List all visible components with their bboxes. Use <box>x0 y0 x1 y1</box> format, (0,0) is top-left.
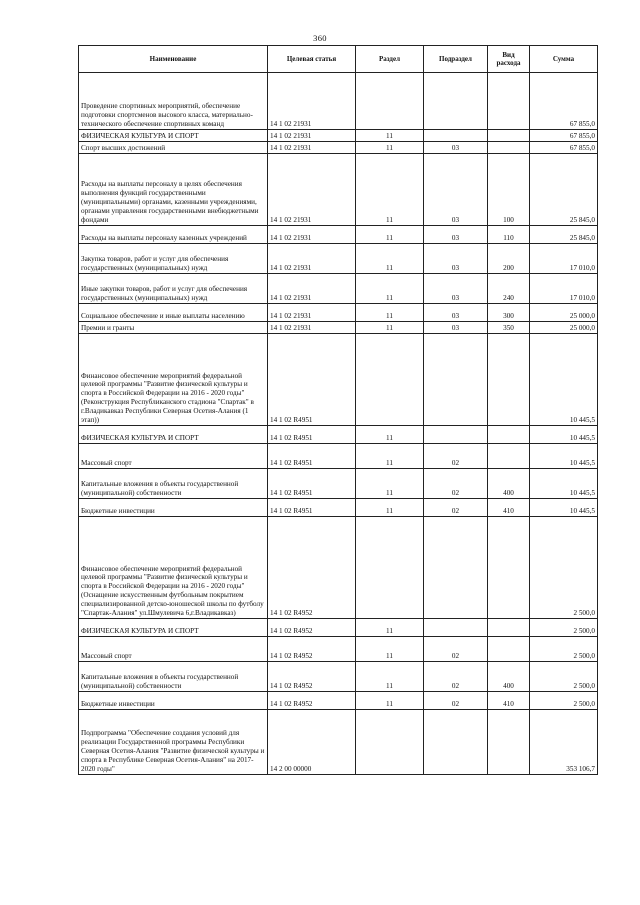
cell-name: Финансовое обеспечение мероприятий федеральной целевой программы "Развитие физической культуры и спорта в Российской Федерации на 2016 - 2020 годы" (Оснащение искусственным футбольным покрытием специализированной детско-юношеской школы по футболу "Спартак-Алания" ул.Шмулевича 6,г.Владикавказ) <box>79 517 268 619</box>
cell-target-article: 14 1 02 R4952 <box>268 517 356 619</box>
cell-subsection: 03 <box>424 274 488 304</box>
cell-sum: 17 010,0 <box>530 244 598 274</box>
cell-subsection: 03 <box>424 226 488 244</box>
page-number: 360 <box>313 33 327 43</box>
header-subsection: Подраздел <box>424 46 488 73</box>
cell-name: ФИЗИЧЕСКАЯ КУЛЬТУРА И СПОРТ <box>79 130 268 142</box>
cell-sum: 2 500,0 <box>530 619 598 637</box>
table-row <box>79 662 598 692</box>
cell-sum: 2 500,0 <box>530 662 598 692</box>
cell-expense-type: 350 <box>488 322 530 334</box>
cell-subsection: 03 <box>424 154 488 226</box>
cell-target-article: 14 1 02 21931 <box>268 322 356 334</box>
cell-name: Социальное обеспечение и иные выплаты населению <box>79 304 268 322</box>
cell-target-article: 14 1 02 R4952 <box>268 662 356 692</box>
budget-table <box>78 45 598 775</box>
cell-target-article: 14 1 02 21931 <box>268 274 356 304</box>
cell-subsection <box>424 334 488 426</box>
table-row <box>79 274 598 304</box>
cell-sum: 25 845,0 <box>530 226 598 244</box>
cell-target-article: 14 1 02 21931 <box>268 244 356 274</box>
cell-name: Бюджетные инвестиции <box>79 499 268 517</box>
cell-target-article: 14 1 02 21931 <box>268 142 356 154</box>
cell-expense-type: 240 <box>488 274 530 304</box>
table-row <box>79 619 598 637</box>
cell-subsection <box>424 73 488 130</box>
cell-subsection <box>424 517 488 619</box>
cell-expense-type <box>488 619 530 637</box>
cell-sum: 10 445,5 <box>530 499 598 517</box>
cell-section: 11 <box>356 444 424 469</box>
cell-target-article: 14 2 00 00000 <box>268 710 356 775</box>
cell-subsection: 03 <box>424 304 488 322</box>
cell-subsection: 02 <box>424 637 488 662</box>
cell-section: 11 <box>356 244 424 274</box>
cell-sum: 10 445,5 <box>530 334 598 426</box>
cell-sum: 2 500,0 <box>530 637 598 662</box>
cell-name: Массовый спорт <box>79 444 268 469</box>
table-row <box>79 322 598 334</box>
cell-subsection: 03 <box>424 322 488 334</box>
cell-expense-type <box>488 130 530 142</box>
cell-expense-type: 400 <box>488 469 530 499</box>
cell-expense-type: 410 <box>488 499 530 517</box>
table-row <box>79 517 598 619</box>
cell-subsection: 02 <box>424 469 488 499</box>
cell-target-article: 14 1 02 R4951 <box>268 334 356 426</box>
table-row <box>79 73 598 130</box>
table-row <box>79 499 598 517</box>
cell-sum: 25 000,0 <box>530 304 598 322</box>
cell-section: 11 <box>356 499 424 517</box>
cell-expense-type <box>488 73 530 130</box>
cell-expense-type <box>488 334 530 426</box>
cell-target-article: 14 1 02 R4952 <box>268 637 356 662</box>
cell-name: Спорт высших достижений <box>79 142 268 154</box>
cell-section: 11 <box>356 619 424 637</box>
cell-sum: 25 845,0 <box>530 154 598 226</box>
cell-section: 11 <box>356 662 424 692</box>
cell-name: Иные закупки товаров, работ и услуг для обеспечения государственных (муниципальных) нужд <box>79 274 268 304</box>
table-row <box>79 154 598 226</box>
cell-target-article: 14 1 02 21931 <box>268 154 356 226</box>
cell-sum: 67 855,0 <box>530 130 598 142</box>
cell-target-article: 14 1 02 R4951 <box>268 499 356 517</box>
cell-sum: 25 000,0 <box>530 322 598 334</box>
cell-sum: 10 445,5 <box>530 426 598 444</box>
cell-target-article: 14 1 02 21931 <box>268 130 356 142</box>
cell-target-article: 14 1 02 R4952 <box>268 692 356 710</box>
cell-subsection <box>424 426 488 444</box>
cell-section: 11 <box>356 322 424 334</box>
cell-subsection: 02 <box>424 692 488 710</box>
cell-section: 11 <box>356 469 424 499</box>
cell-sum: 67 855,0 <box>530 142 598 154</box>
cell-name: Массовый спорт <box>79 637 268 662</box>
header-sum: Сумма <box>530 46 598 73</box>
cell-section <box>356 73 424 130</box>
cell-name: Премии и гранты <box>79 322 268 334</box>
cell-name: Подпрограмма "Обеспечение создания условий для реализации Государственной программы Республики Северная Осетия-Алания "Развитие физической культуры и спорта в Республике Северная Осетия-Алания" на 2017-2020 годы" <box>79 710 268 775</box>
table-header-row <box>79 46 598 73</box>
cell-subsection: 03 <box>424 244 488 274</box>
cell-name: Закупка товаров, работ и услуг для обеспечения государственных (муниципальных) нужд <box>79 244 268 274</box>
cell-section: 11 <box>356 692 424 710</box>
cell-expense-type: 300 <box>488 304 530 322</box>
cell-name: Расходы на выплаты персоналу в целях обеспечения выполнения функций государственными (муниципальными) органами, казенными учреждениями, органами управления государственными внебюджетными фондами <box>79 154 268 226</box>
cell-section: 11 <box>356 142 424 154</box>
table-row <box>79 426 598 444</box>
cell-sum: 353 106,7 <box>530 710 598 775</box>
cell-section: 11 <box>356 130 424 142</box>
cell-subsection: 02 <box>424 499 488 517</box>
table-row <box>79 710 598 775</box>
cell-name: Финансовое обеспечение мероприятий федеральной целевой программы "Развитие физической культуры и спорта в Российской Федерации на 2016 - 2020 годы" (Реконструкция Республиканского стадиона "Спартак" в г.Владикавказ Республики Северная Осетия-Алания (1 этап)) <box>79 334 268 426</box>
cell-name: ФИЗИЧЕСКАЯ КУЛЬТУРА И СПОРТ <box>79 619 268 637</box>
cell-name: Капитальные вложения в объекты государственной (муниципальной) собственности <box>79 469 268 499</box>
table-row <box>79 142 598 154</box>
table-row <box>79 334 598 426</box>
cell-expense-type: 400 <box>488 662 530 692</box>
cell-section: 11 <box>356 304 424 322</box>
cell-target-article: 14 1 02 R4951 <box>268 444 356 469</box>
cell-target-article: 14 1 02 21931 <box>268 73 356 130</box>
cell-sum: 2 500,0 <box>530 517 598 619</box>
cell-name: Капитальные вложения в объекты государственной (муниципальной) собственности <box>79 662 268 692</box>
header-expense-type: Вид расхода <box>488 46 530 73</box>
cell-target-article: 14 1 02 R4951 <box>268 469 356 499</box>
header-target-article: Целевая статья <box>268 46 356 73</box>
cell-expense-type <box>488 517 530 619</box>
cell-subsection: 02 <box>424 662 488 692</box>
table-row <box>79 304 598 322</box>
cell-expense-type <box>488 426 530 444</box>
table-row <box>79 637 598 662</box>
cell-expense-type <box>488 142 530 154</box>
cell-sum: 67 855,0 <box>530 73 598 130</box>
cell-target-article: 14 1 02 R4951 <box>268 426 356 444</box>
table-body <box>79 73 598 775</box>
cell-expense-type: 410 <box>488 692 530 710</box>
cell-expense-type: 200 <box>488 244 530 274</box>
cell-target-article: 14 1 02 R4952 <box>268 619 356 637</box>
cell-section <box>356 334 424 426</box>
cell-subsection <box>424 619 488 637</box>
cell-sum: 17 010,0 <box>530 274 598 304</box>
cell-expense-type <box>488 444 530 469</box>
table-row <box>79 444 598 469</box>
header-name: Наименование <box>79 46 268 73</box>
cell-section: 11 <box>356 637 424 662</box>
cell-section: 11 <box>356 426 424 444</box>
cell-name: Расходы на выплаты персоналу казенных учреждений <box>79 226 268 244</box>
table-row <box>79 692 598 710</box>
cell-section: 11 <box>356 226 424 244</box>
table-row <box>79 130 598 142</box>
cell-name: ФИЗИЧЕСКАЯ КУЛЬТУРА И СПОРТ <box>79 426 268 444</box>
cell-section: 11 <box>356 274 424 304</box>
cell-sum: 10 445,5 <box>530 444 598 469</box>
cell-name: Бюджетные инвестиции <box>79 692 268 710</box>
cell-target-article: 14 1 02 21931 <box>268 226 356 244</box>
cell-section <box>356 710 424 775</box>
cell-name: Проведение спортивных мероприятий, обеспечение подготовки спортсменов высокого класса, материально-технического обеспечение спортивных команд <box>79 73 268 130</box>
cell-target-article: 14 1 02 21931 <box>268 304 356 322</box>
cell-expense-type: 100 <box>488 154 530 226</box>
table-row <box>79 469 598 499</box>
table-row <box>79 244 598 274</box>
table-row <box>79 226 598 244</box>
cell-sum: 10 445,5 <box>530 469 598 499</box>
cell-subsection: 03 <box>424 142 488 154</box>
header-section: Раздел <box>356 46 424 73</box>
cell-subsection <box>424 710 488 775</box>
cell-subsection <box>424 130 488 142</box>
cell-sum: 2 500,0 <box>530 692 598 710</box>
cell-subsection: 02 <box>424 444 488 469</box>
cell-expense-type: 110 <box>488 226 530 244</box>
cell-expense-type <box>488 637 530 662</box>
cell-expense-type <box>488 710 530 775</box>
cell-section: 11 <box>356 154 424 226</box>
cell-section <box>356 517 424 619</box>
